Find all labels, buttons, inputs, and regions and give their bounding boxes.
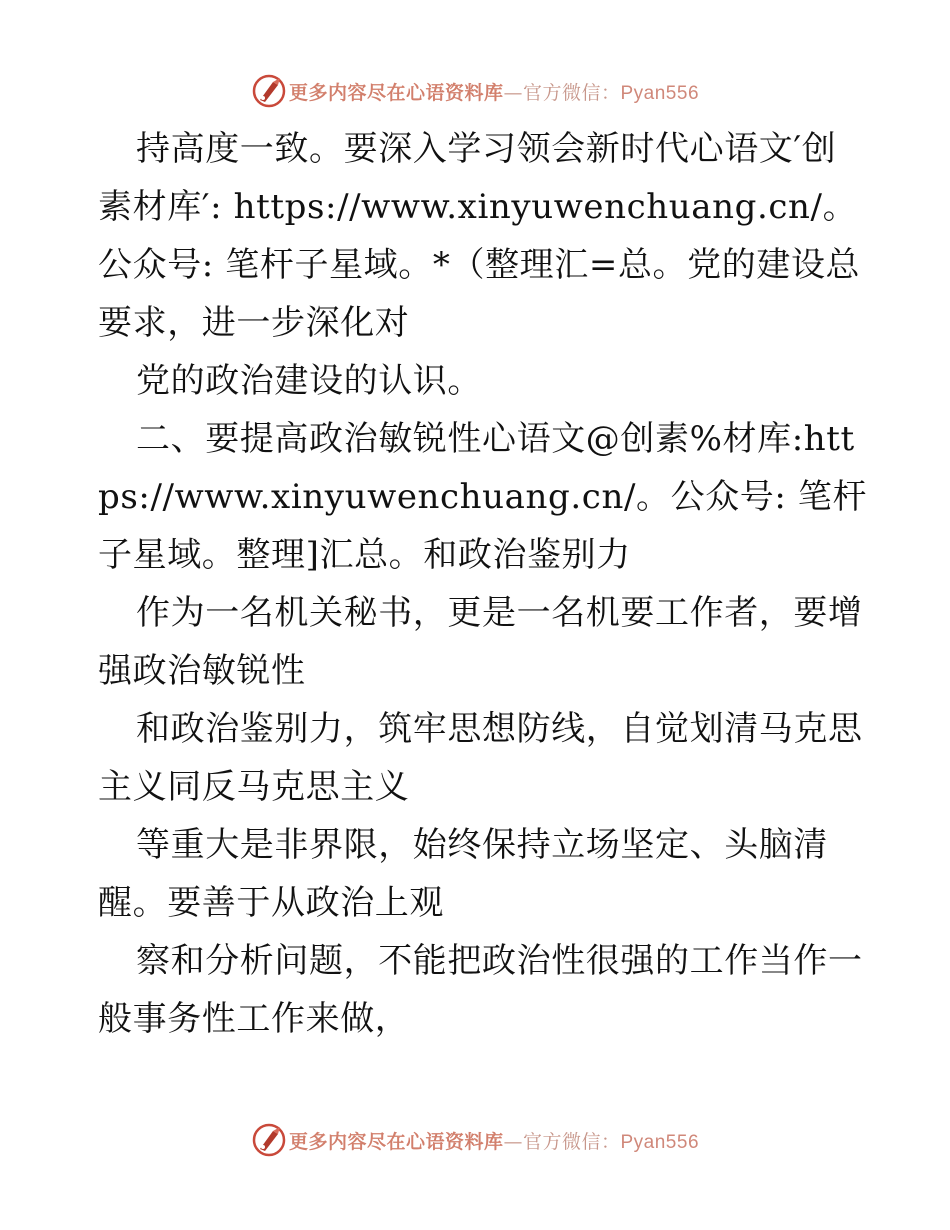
footer-banner: [0, 1120, 950, 1160]
quill-logo-icon: [251, 73, 287, 109]
footer-wechat-label: 官方微信：: [522, 1130, 621, 1153]
header-banner-text: [289, 78, 699, 105]
header-site-text: 更多内容尽在心语资料库: [288, 81, 504, 104]
body-line: https://www.xinyuwenchuang.cn/。公众号: 笔杆: [98, 419, 868, 517]
body-line: 二、要提高政治敏锐性心语文@创素%材库:: [136, 419, 804, 459]
paragraph-7: [98, 932, 868, 1048]
paragraph-4: [98, 584, 868, 700]
body-line: 子星域。整理]汇总。和政治鉴别力: [98, 535, 631, 575]
paragraph-2: [98, 352, 868, 410]
header-wechat-label: 官方微信：: [522, 81, 621, 104]
document-body: [98, 120, 868, 1048]
paragraph-1: [98, 120, 868, 352]
body-line: 众号: 笔杆子星域。*（整理汇=总。党的建设总要: [98, 245, 861, 343]
quill-logo-icon: [251, 1122, 287, 1158]
body-line: 察和分析问题，不能把政治性很强的工作当作一: [136, 941, 863, 981]
body-line: 素材库′: https://www.xinyuwenchuang.cn/。公: [98, 187, 858, 285]
body-line: 强政治敏锐性: [98, 651, 306, 691]
body-line: 求，进一步深化对: [132, 303, 410, 343]
footer-wechat-handle: Pyan556: [620, 1131, 700, 1153]
body-line: 等重大是非界限，始终保持立场坚定、头脑清: [136, 825, 828, 865]
body-line: 作为一名机关秘书，更是一名机要工作者，要增: [136, 593, 863, 633]
paragraph-6: [98, 816, 868, 932]
header-wechat-handle: Pyan556: [620, 82, 700, 104]
footer-site-text: 更多内容尽在心语资料库: [288, 1130, 504, 1153]
body-line: 党的政治建设的认识。: [136, 361, 482, 401]
paragraph-3: [98, 410, 868, 584]
footer-banner-text: [289, 1127, 699, 1154]
body-line: 主义同反马克思主义: [98, 767, 410, 807]
footer-dash: —: [503, 1130, 523, 1153]
body-line: 醒。要善于从政治上观: [98, 883, 444, 923]
body-line: 持高度一致。要深入学习领会新时代心语文′创: [136, 129, 837, 169]
header-dash: —: [503, 81, 523, 104]
header-banner: [0, 71, 950, 111]
body-line: 般事务性工作来做，: [98, 999, 410, 1039]
paragraph-5: [98, 700, 868, 816]
body-line: 和政治鉴别力，筑牢思想防线，自觉划清马克思: [136, 709, 863, 749]
